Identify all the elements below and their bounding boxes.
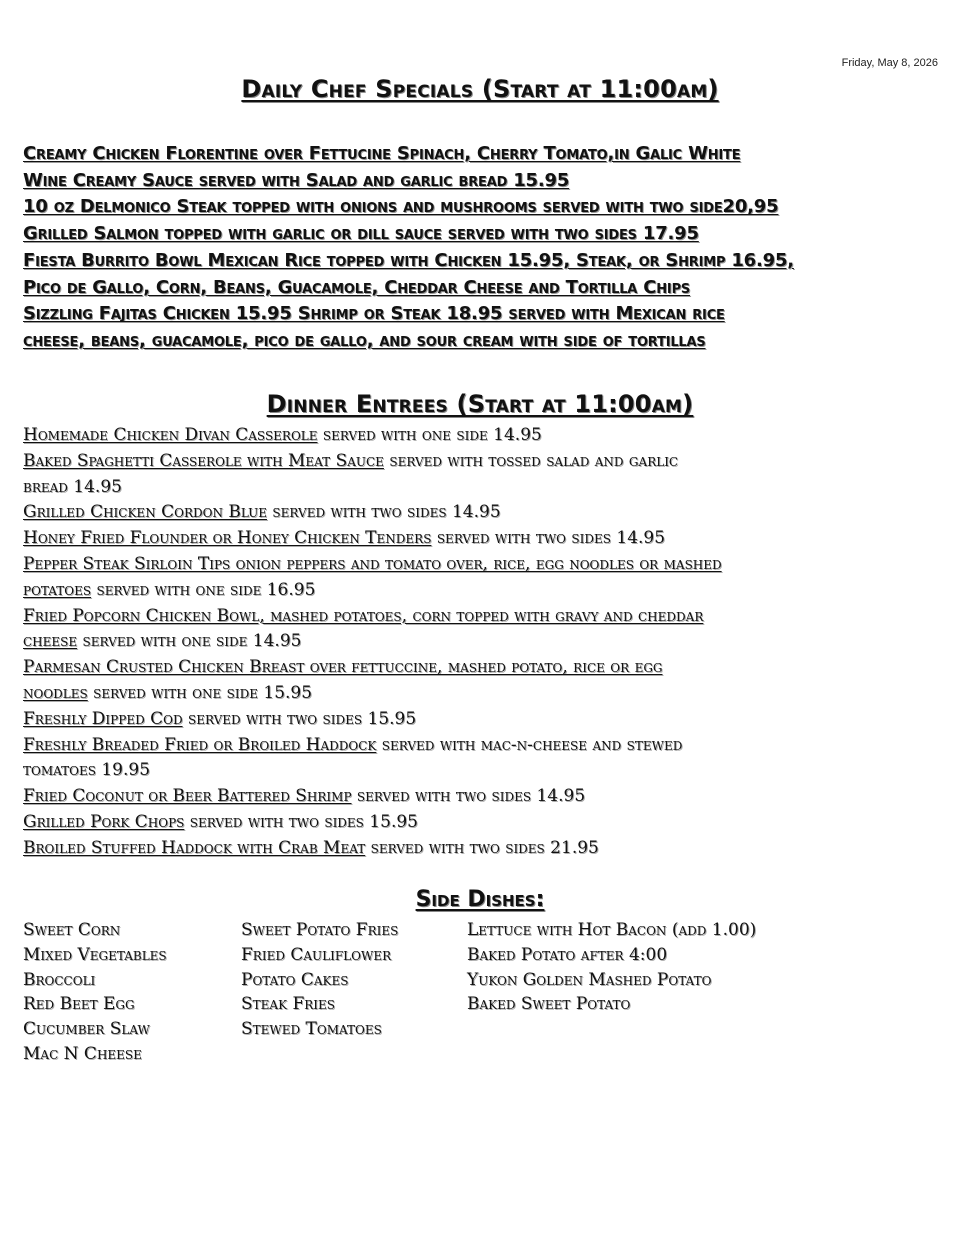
entree-name: noodles (23, 682, 88, 703)
entree-line (23, 526, 943, 552)
entree-name: Freshly Dipped Cod (23, 708, 183, 729)
entree-line (23, 836, 943, 862)
entree-detail: served with tossed salad and garlic (383, 450, 679, 471)
specials-line: 10 oz Delmonico Steak topped with onions and mushrooms served with two side20,95 (23, 196, 779, 218)
side-item: Sweet Potato Fries (241, 920, 399, 940)
entree-name: Fried Popcorn Chicken Bowl, mashed potatoes, corn topped with gravy and cheddar (23, 605, 704, 626)
sides-column-2 (241, 918, 398, 1042)
entree-name: Pepper Steak Sirloin Tips onion peppers and tomato over, rice, egg noodles or mashed (23, 553, 722, 574)
side-item: Stewed Tomatoes (241, 1019, 382, 1040)
sides-column-3 (467, 918, 756, 1017)
side-item: Sweet Corn (23, 920, 121, 940)
entree-line (23, 810, 943, 836)
specials-list (23, 141, 943, 355)
entree-line (23, 681, 943, 707)
sides-column-1 (23, 918, 167, 1067)
specials-line: Creamy Chicken Florentine over Fettucine Spinach, Cherry Tomato,in Galic White (23, 143, 741, 164)
entree-line (23, 475, 943, 501)
entree-line (23, 758, 943, 784)
entree-detail: served with two sides 14.95 (431, 528, 666, 549)
entree-line (23, 578, 943, 604)
entree-line (23, 449, 943, 475)
entree-detail: served with one side 14.95 (77, 631, 302, 652)
entree-line (23, 552, 943, 578)
side-item: Baked Sweet Potato (467, 994, 631, 1015)
entree-detail: served with one side 16.95 (91, 579, 316, 600)
side-item: Broccoli (23, 969, 96, 990)
entrees-title: Dinner Entrees (Start at 11:00am) (266, 390, 694, 418)
specials-line: Pico de Gallo, Corn, Beans, Guacamole, Cheddar Cheese and Tortilla Chips (23, 276, 691, 298)
entree-line (23, 423, 943, 449)
entree-line (23, 629, 943, 655)
entree-name: Broiled Stuffed Haddock with Crab Meat (23, 837, 366, 858)
entree-name: Baked Spaghetti Casserole with Meat Sauce (23, 450, 384, 471)
entree-detail: served with one side 15.95 (87, 682, 313, 703)
specials-line: cheese, beans, guacamole, pico de gallo, and sour cream with side of tortillas (23, 329, 706, 351)
entree-name: cheese (23, 631, 78, 652)
entree-name: Freshly Breaded Fried or Broiled Haddock (23, 734, 377, 755)
entree-detail: served with one side 14.95 (317, 425, 542, 445)
entree-line (23, 655, 943, 681)
entree-detail: tomatoes 19.95 (23, 760, 151, 781)
menu-date: Friday, May 8, 2026 (841, 57, 938, 69)
side-item: Fried Cauliflower (241, 944, 392, 965)
entree-line (23, 733, 943, 759)
sides-title: Side Dishes: (415, 887, 545, 912)
entree-line (23, 707, 943, 733)
specials-line: Fiesta Burrito Bowl Mexican Rice topped with Chicken 15.95, Steak, or Shrimp 16.95, (23, 249, 794, 271)
entree-line (23, 784, 943, 810)
entree-detail: served with two sides 15.95 (184, 811, 418, 832)
side-item: Potato Cakes (241, 969, 349, 990)
entree-line (23, 500, 943, 526)
entree-detail: bread 14.95 (23, 476, 122, 497)
entree-name: Honey Fried Flounder or Honey Chicken Tenders (23, 528, 432, 549)
entree-detail: served with two sides 14.95 (351, 786, 586, 807)
specials-title: Daily Chef Specials (Start at 11:00am) (241, 75, 719, 103)
entree-name: Grilled Pork Chops (23, 811, 185, 832)
side-item: Yukon Golden Mashed Potato (467, 969, 712, 990)
side-item: Mac N Cheese (23, 1043, 142, 1064)
side-item: Baked Potato after 4:00 (467, 944, 668, 965)
side-item: Red Beet Egg (23, 994, 135, 1015)
entree-line (23, 604, 943, 630)
specials-line: Wine Creamy Sauce served with Salad and garlic bread 15.95 (23, 169, 570, 191)
entree-name: Parmesan Crusted Chicken Breast over fettuccine, mashed potato, rice or egg (23, 657, 663, 678)
specials-line: Sizzling Fajitas Chicken 15.95 Shrimp or Steak 18.95 served with Mexican rice (23, 303, 725, 325)
entree-detail: served with two sides 21.95 (365, 837, 599, 858)
entree-detail: served with two sides 14.95 (267, 502, 501, 523)
entree-name: Homemade Chicken Divan Casserole (23, 425, 318, 445)
entree-detail: served with mac-n-cheese and stewed (376, 734, 683, 755)
specials-line: Grilled Salmon topped with garlic or dill sauce served with two sides 17.95 (23, 223, 699, 245)
entree-name: potatoes (23, 579, 92, 600)
side-item: Mixed Vegetables (23, 944, 167, 965)
entree-name: Fried Coconut or Beer Battered Shrimp (23, 786, 352, 807)
side-item: Steak Fries (241, 994, 335, 1015)
side-item: Lettuce with Hot Bacon (add 1.00) (467, 920, 757, 940)
side-item: Cucumber Slaw (23, 1019, 150, 1040)
entree-detail: served with two sides 15.95 (182, 708, 417, 729)
entrees-list (23, 423, 943, 862)
entree-name: Grilled Chicken Cordon Blue (23, 502, 268, 523)
